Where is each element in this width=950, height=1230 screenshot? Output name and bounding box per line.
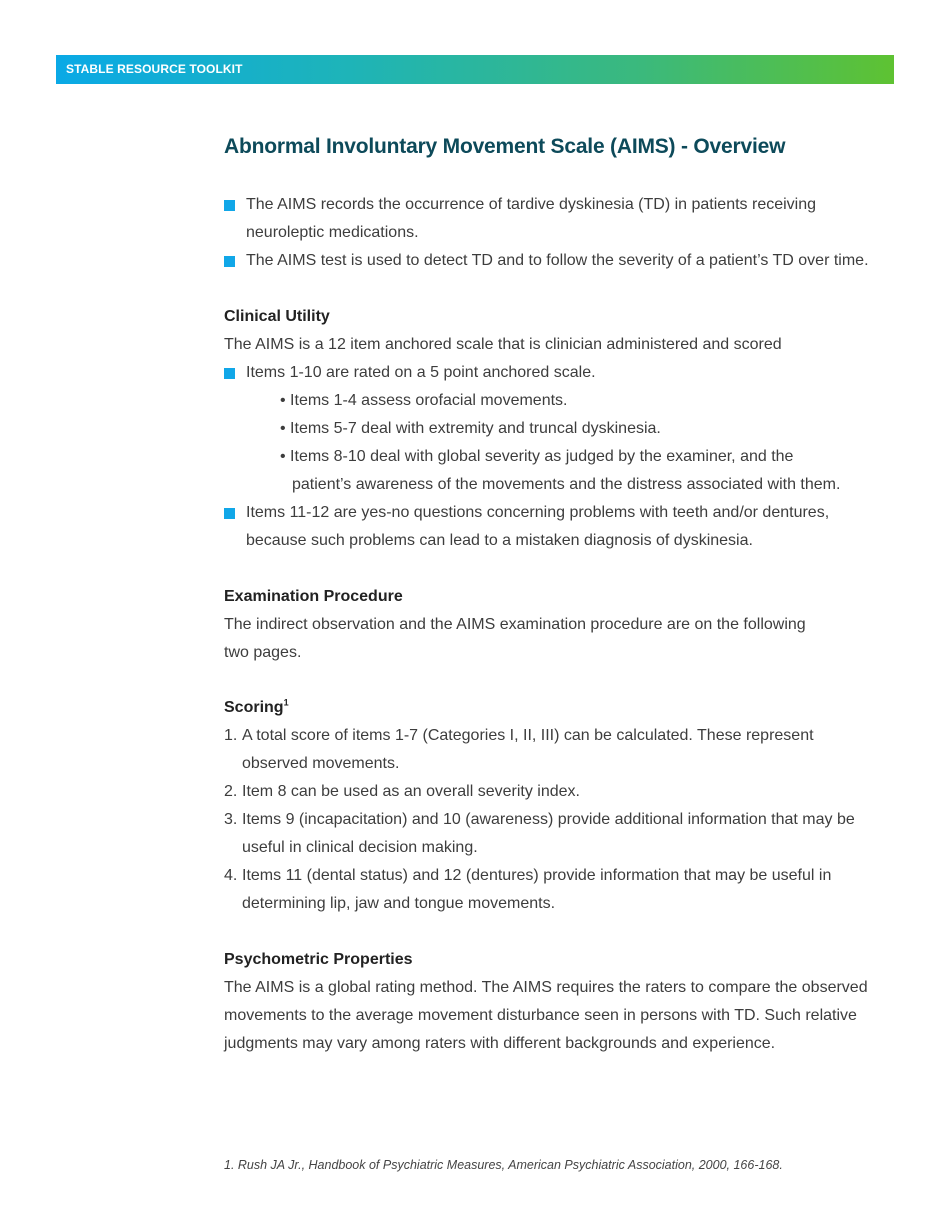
scoring-item-3-line-1: Items 9 (incapacitation) and 10 (awareness) provide additional information that may be xyxy=(242,811,855,828)
square-bullet-icon xyxy=(224,200,235,211)
scoring-item-2-num: 2. xyxy=(224,783,238,800)
sub-item-3-line-1: • Items 8-10 deal with global severity as judged by the examiner, and the xyxy=(280,448,794,465)
sub-item-3-line-2: patient’s awareness of the movements and the distress associated with them. xyxy=(292,476,841,493)
footnote-citation: 1. Rush JA Jr., Handbook of Psychiatric Measures, American Psychiatric Association, 2000, 166-168. xyxy=(224,1158,783,1172)
examination-line-1: The indirect observation and the AIMS examination procedure are on the following xyxy=(224,616,806,633)
square-bullet-icon xyxy=(224,256,235,267)
psychometric-line-1: The AIMS is a global rating method. The AIMS requires the raters to compare the observed xyxy=(224,979,868,996)
intro-item-1-line-1: The AIMS records the occurrence of tardive dyskinesia (TD) in patients receiving xyxy=(246,196,817,213)
page-title: Abnormal Involuntary Movement Scale (AIMS) - Overview xyxy=(224,135,786,158)
clinical-utility-bullet-1: Items 1-10 are rated on a 5 point anchored scale. xyxy=(246,364,596,381)
intro-item-2-line-1: The AIMS test is used to detect TD and to follow the severity of a patient’s TD over time. xyxy=(246,252,869,269)
psychometric-line-2: movements to the average movement disturbance seen in persons with TD. Such relative xyxy=(224,1007,857,1024)
section-heading-scoring xyxy=(224,699,289,717)
scoring-item-1-num: 1. xyxy=(224,727,238,744)
sub-item-1: • Items 1-4 assess orofacial movements. xyxy=(280,392,568,409)
square-bullet-icon xyxy=(224,508,235,519)
scoring-item-3-line-2: useful in clinical decision making. xyxy=(242,839,478,856)
scoring-item-4-line-1: Items 11 (dental status) and 12 (dentures) provide information that may be useful in xyxy=(242,867,832,884)
section-heading-clinical-utility: Clinical Utility xyxy=(224,308,330,325)
scoring-item-3-num: 3. xyxy=(224,811,238,828)
scoring-heading-text: Scoring xyxy=(224,699,284,716)
examination-line-2: two pages. xyxy=(224,644,302,661)
clinical-utility-intro: The AIMS is a 12 item anchored scale that is clinician administered and scored xyxy=(224,336,782,353)
banner-label: STABLE RESOURCE TOOLKIT xyxy=(66,62,243,76)
clinical-utility-bullet-2-line-2: because such problems can lead to a mistaken diagnosis of dyskinesia. xyxy=(246,532,753,549)
header-banner xyxy=(56,55,894,84)
section-heading-psychometric: Psychometric Properties xyxy=(224,951,413,968)
section-heading-examination: Examination Procedure xyxy=(224,588,403,605)
square-bullet-icon xyxy=(224,368,235,379)
scoring-item-4-line-2: determining lip, jaw and tongue movements. xyxy=(242,895,556,912)
sub-item-2: • Items 5-7 deal with extremity and truncal dyskinesia. xyxy=(280,420,661,437)
scoring-item-1-line-2: observed movements. xyxy=(242,755,400,772)
psychometric-line-3: judgments may vary among raters with different backgrounds and experience. xyxy=(224,1035,776,1052)
scoring-item-1-line-1: A total score of items 1-7 (Categories I, II, III) can be calculated. These represent xyxy=(242,727,814,744)
scoring-item-4-num: 4. xyxy=(224,867,238,884)
footnote-ref: 1 xyxy=(283,697,289,708)
scoring-item-2-line-1: Item 8 can be used as an overall severity index. xyxy=(242,783,580,800)
clinical-utility-bullet-2-line-1: Items 11-12 are yes-no questions concerning problems with teeth and/or dentures, xyxy=(246,504,830,521)
intro-item-1-line-2: neuroleptic medications. xyxy=(246,224,419,241)
